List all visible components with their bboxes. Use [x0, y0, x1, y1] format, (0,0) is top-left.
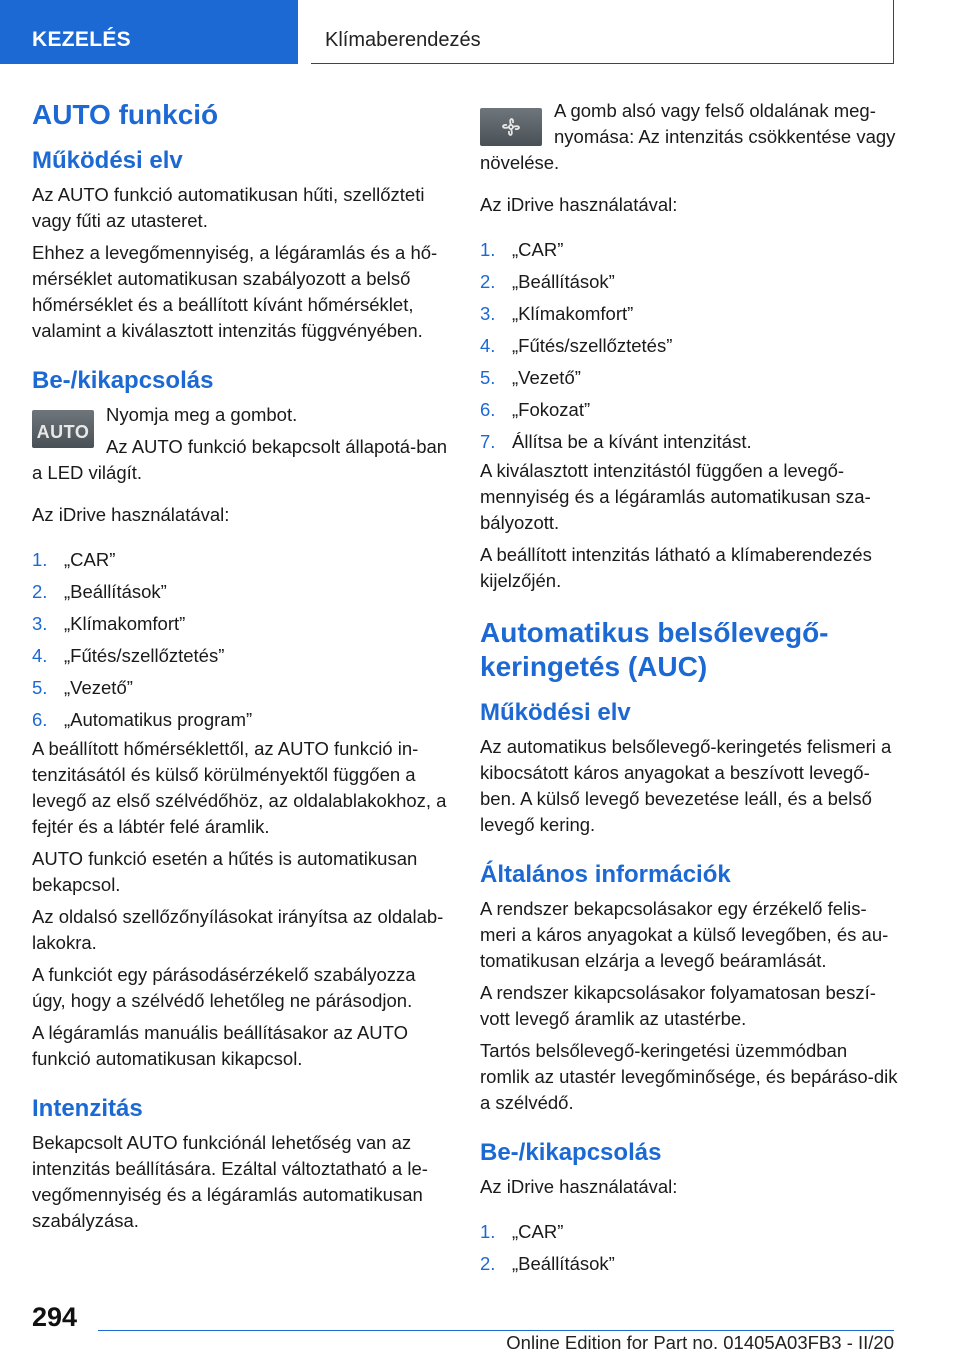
intensity-effect-paragraph: A kiválasztott intenzitástól függően a levegő-mennyiség és a légáramlás automatikusan sza-bályozott.: [480, 460, 871, 533]
general-paragraph-1: A rendszer bekapcsolásakor egy érzékelő felis-meri a káros anyagokat a külső levegőben, és au-tomatikusan elzárja a levegő beáramlását.: [480, 898, 889, 971]
left-column: [32, 98, 452, 1240]
list-item: 6. „Fokozat”: [480, 399, 591, 420]
list-item: 7. Állítsa be a kívánt intenzitást.: [480, 431, 752, 452]
auc-onoff-heading: Be-/kikapcsolás: [480, 1139, 662, 1166]
chapter-header: [311, 0, 894, 64]
right-column: [480, 98, 900, 1280]
list-item: 2. „Beállítások”: [480, 271, 615, 292]
list-item: 1. „CAR”: [480, 239, 564, 260]
auc-principle-heading: Működési elv: [480, 699, 631, 726]
section-tab: [0, 0, 298, 64]
idrive-steps-right: [480, 234, 900, 458]
vents-paragraph: Az oldalsó szellőzőnyílásokat irányítsa az oldalab-lakokra.: [32, 906, 444, 953]
airflow-paragraph: A beállított hőmérséklettől, az AUTO funkció in-tenzitásától és külső körülményektől függően a levegő az első szélvédőhöz, az oldalablakokhoz, a fejtér és a lábtér felé áramlik.: [32, 738, 447, 837]
onoff-paragraph-1: Nyomja meg a gombot.: [106, 404, 298, 425]
general-paragraph-2: A rendszer kikapcsolásakor folyamatosan beszí-vott levegő áramlik az utastérbe.: [480, 982, 876, 1029]
page-title: AUTO funkció: [32, 99, 219, 130]
intensity-heading: Intenzitás: [32, 1095, 143, 1122]
list-item: 2. „Beállítások”: [480, 1253, 615, 1274]
list-item: 5. „Vezető”: [480, 367, 581, 388]
general-paragraph-3: Tartós belsőlevegő-keringetési üzemmódban romlik az utastér levegőminősége, és bepáráso-dik a szélvédő.: [480, 1040, 898, 1113]
auc-principle-paragraph: Az automatikus belsőlevegő-keringetés felismeri a kibocsátott káros anyagokat a beszívott levegő-ben. A külső levegő bevezetése leáll, és a belső levegő kering.: [480, 736, 892, 835]
fan-button-description: [480, 98, 900, 182]
auc-onoff-steps: [480, 1216, 900, 1280]
auc-onoff-intro: Az iDrive használatával:: [480, 1176, 678, 1197]
list-item: 3. „Klímakomfort”: [480, 303, 634, 324]
fan-paragraph: A gomb alsó vagy felső oldalának meg-nyomása: Az intenzitás csökkentése vagy növelése.: [480, 100, 896, 173]
section-title: KEZELÉS: [32, 28, 131, 51]
fan-icon: [500, 116, 522, 138]
list-item: 4. „Fűtés/szellőztetés”: [32, 645, 225, 666]
auc-title: Automatikus belsőlevegő-keringetés (AUC): [480, 617, 829, 682]
auto-button-description: [32, 402, 452, 492]
list-item: 5. „Vezető”: [32, 677, 133, 698]
general-info-heading: Általános információk: [480, 861, 731, 888]
list-item: 3. „Klímakomfort”: [32, 613, 186, 634]
intensity-paragraph: Bekapcsolt AUTO funkciónál lehetőség van az intenzitás beállítására. Ezáltal változtatható a le-vegőmennyiség és a légáramlás automatikusan szabályzása.: [32, 1132, 428, 1231]
auto-button-label: AUTO: [36, 422, 90, 442]
footer-divider: [98, 1330, 894, 1331]
onoff-heading: Be-/kikapcsolás: [32, 367, 214, 394]
list-item: 1. „CAR”: [32, 549, 116, 570]
idrive-intro: Az iDrive használatával:: [32, 504, 230, 525]
manual-airflow-paragraph: A légáramlás manuális beállításakor az AUTO funkció automatikusan kikapcsol.: [32, 1022, 409, 1069]
edition-info: Online Edition for Part no. 01405A03FB3 - II/20: [506, 1332, 894, 1353]
intensity-display-paragraph: A beállított intenzitás látható a klímaberendezés kijelzőjén.: [480, 544, 872, 591]
auto-button-icon: [32, 410, 94, 448]
onoff-paragraph-2: Az AUTO funkció bekapcsolt állapotá-ban a LED világít.: [32, 436, 448, 483]
principle-paragraph-2: Ehhez a levegőmennyiség, a légáramlás és a hő-mérséklet automatikusan szabályozott a belső hőmérséklet és a beállított kívánt hőmérséklet, valamint a kiválasztott intenzitás függvényében.: [32, 242, 438, 341]
idrive-intro-right: Az iDrive használatával:: [480, 194, 678, 215]
idrive-steps: [32, 544, 452, 736]
principle-paragraph-1: Az AUTO funkció automatikusan hűti, szellőzteti vagy fűti az utasteret.: [32, 184, 425, 231]
principle-heading: Működési elv: [32, 147, 183, 174]
fan-button-icon: [480, 108, 542, 146]
cooling-paragraph: AUTO funkció esetén a hűtés is automatikusan bekapcsol.: [32, 848, 418, 895]
list-item: 2. „Beállítások”: [32, 581, 167, 602]
page-number: 294: [32, 1302, 78, 1332]
chapter-title: Klímaberendezés: [325, 29, 481, 51]
list-item: 4. „Fűtés/szellőztetés”: [480, 335, 673, 356]
list-item: 1. „CAR”: [480, 1221, 564, 1242]
fog-sensor-paragraph: A funkciót egy párásodásérzékelő szabályozza úgy, hogy a szélvédő lehetőleg ne párásodjon.: [32, 964, 416, 1011]
list-item: 6. „Automatikus program”: [32, 709, 253, 730]
